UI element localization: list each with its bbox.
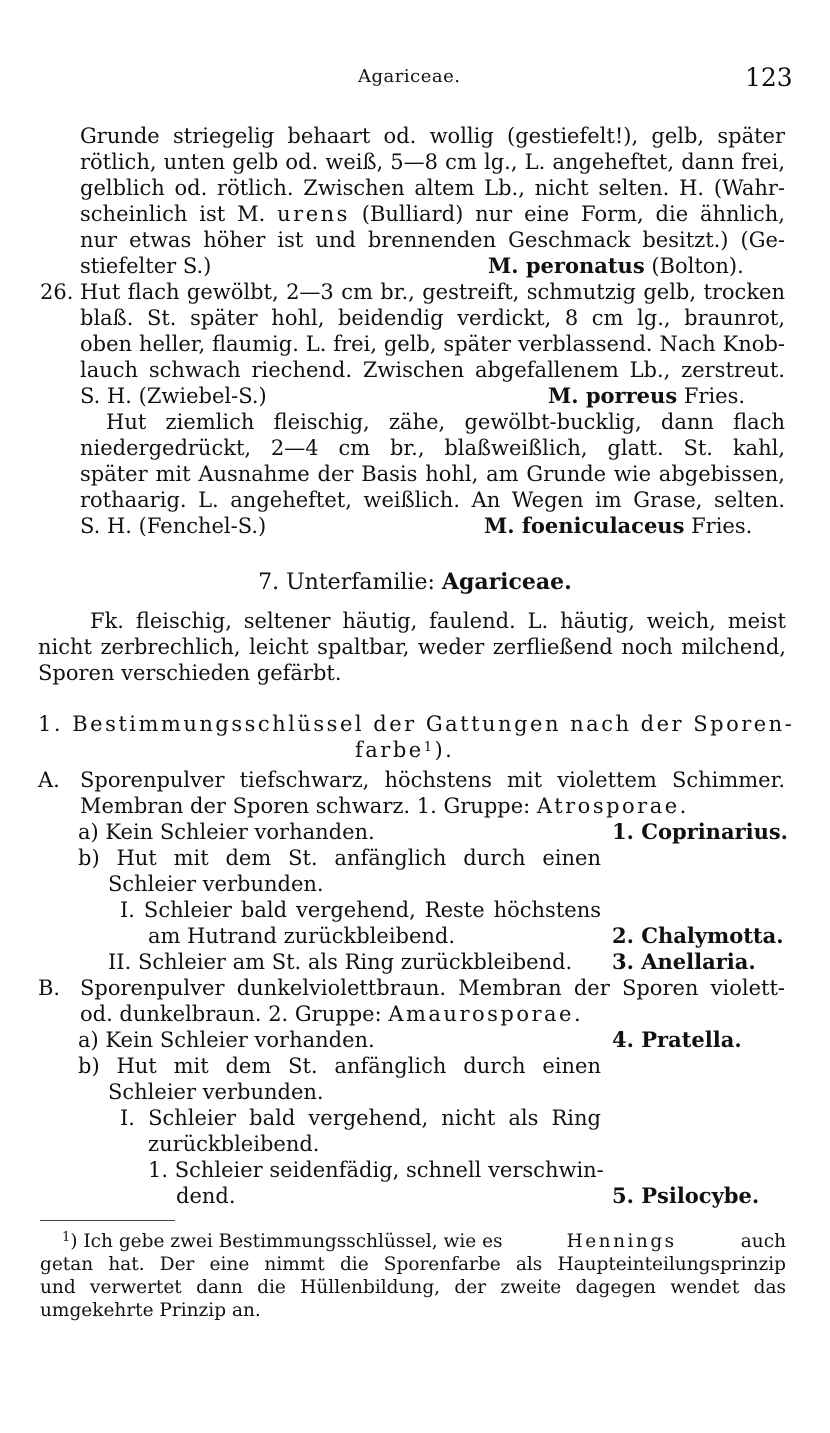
heading-prefix: 7. Unterfamilie:: [258, 570, 435, 595]
group-name: Amaurosporae.: [388, 1002, 584, 1026]
key-label: B.: [38, 976, 61, 1000]
text-line: Schleier verbunden.: [108, 872, 324, 896]
entry-number: 26.: [40, 280, 74, 304]
text-line: blaß. St. später hohl, beidendig verdickt, 8 cm lg., braunrot,: [80, 306, 785, 330]
genus-name: 3. Anellaria.: [612, 949, 756, 974]
footnote-mark: 1: [62, 1230, 71, 1245]
genus-name: 5. Psilocybe.: [612, 1183, 760, 1208]
text-fragment: scheinlich ist M.: [80, 202, 266, 226]
species-name: M. porreus: [548, 383, 678, 408]
key-title-line: [355, 737, 454, 763]
genus-name: 1. Coprinarius.: [612, 819, 788, 844]
text-line: [80, 793, 689, 819]
genus-name: 4. Pratella.: [612, 1027, 742, 1052]
text-line: nicht zerbrechlich, leicht spaltbar, weder zerfließend noch milchend,: [38, 635, 786, 659]
text-line: lauch schwach riechend. Zwischen abgefallenem Lb., zerstreut.: [80, 358, 785, 382]
species-author: (Bolton).: [651, 254, 744, 278]
text-line: gelblich od. rötlich. Zwischen altem Lb., nicht selten. H. (Wahr-: [80, 176, 785, 200]
text-line: S. H. (Fenchel-S.): [80, 514, 267, 538]
species-entry: [488, 253, 744, 279]
text-line: oben heller, flaumig. L. frei, gelb, später verblassend. Nach Knob-: [80, 332, 785, 356]
text-line: zurückbleibend.: [148, 1132, 320, 1156]
text-line: Fk. fleischig, seltener häutig, faulend. L. häutig, weich, meist: [90, 609, 786, 633]
footnote-line: und verwertet dann die Hüllenbildung, der zweite dagegen wendet das: [40, 1277, 786, 1298]
text-line: Hut flach gewölbt, 2—3 cm br., gestreift, schmutzig gelb, trocken: [80, 280, 785, 304]
key-option: a) Kein Schleier vorhanden.: [78, 820, 375, 844]
key-option: II. Schleier am St. als Ring zurückbleibend.: [108, 950, 573, 974]
text-line: später mit Ausnahme der Basis hohl, am Grunde wie abgebissen,: [80, 462, 785, 486]
footnote-rule: [40, 1220, 175, 1221]
text-fragment: od. dunkelbraun. 2. Gruppe:: [80, 1002, 382, 1026]
species-author: Fries.: [683, 384, 746, 408]
footnote-fragment: auch: [740, 1231, 786, 1252]
text-line: rötlich, unten gelb od. weiß, 5—8 cm lg., L. angeheftet, dann frei,: [80, 150, 785, 174]
footnote-ref: 1: [423, 740, 435, 755]
key-title-line: 1. Bestimmungsschlüssel der Gattungen nach der Sporen-: [38, 712, 795, 736]
heading-name: Agariceae.: [441, 569, 572, 595]
group-name: Atrosporae.: [536, 794, 689, 818]
text-line: dend.: [176, 1184, 236, 1208]
text-line: Schleier verbunden.: [108, 1080, 324, 1104]
key-title-word: farbe: [355, 738, 424, 762]
key-option: I. Schleier bald vergehend, nicht als Ring: [120, 1106, 601, 1130]
footnote-fragment: $^1$) Ich gebe zwei Bestimmungsschlüssel, wie es: [62, 1230, 503, 1252]
text-line: Sporen verschieden gefärbt.: [38, 661, 342, 685]
key-option: I. Schleier bald vergehend, Reste höchstens: [120, 898, 601, 922]
footnote-line: getan hat. Der eine nimmt die Sporenfarbe als Haupteinteilungsprinzip: [40, 1254, 786, 1275]
text-line: nur etwas höher ist und brennenden Geschmack besitzt.) (Ge-: [80, 228, 785, 252]
key-option: b) Hut mit dem St. anfänglich durch einen: [78, 846, 601, 870]
species-entry: [484, 513, 752, 539]
species-spaced: urens: [277, 202, 350, 226]
running-header: Agariceae.: [358, 66, 461, 87]
text-fragment: (Bulliard) nur eine Form, die ähnlich,: [361, 202, 785, 226]
key-label: A.: [38, 768, 60, 792]
species-entry: [548, 383, 745, 409]
text-line: rothaarig. L. angeheftet, weißlich. An Wegen im Grase, selten.: [80, 488, 785, 512]
text-line: niedergedrückt, 2—4 cm br., blaßweißlich, glatt. St. kahl,: [80, 436, 785, 460]
key-option: 1. Schleier seidenfädig, schnell verschwin-: [148, 1158, 604, 1182]
text-line: S. H. (Zwiebel-S.): [80, 384, 267, 408]
text-line: Sporenpulver tiefschwarz, höchstens mit violettem Schimmer.: [80, 768, 785, 792]
text-line: Grunde striegelig behaart od. wollig (gestiefelt!), gelb, später: [80, 124, 785, 148]
footnote-line: [62, 1230, 786, 1253]
species-name: M. peronatus: [488, 253, 645, 278]
key-option: b) Hut mit dem St. anfänglich durch einen: [78, 1054, 601, 1078]
text-line: am Hutrand zurückbleibend.: [148, 924, 456, 948]
text-line: Hut ziemlich fleischig, zähe, gewölbt-bucklig, dann flach: [106, 410, 785, 434]
text-line: [80, 1001, 583, 1027]
author-name-spaced: Hennings: [566, 1231, 677, 1252]
key-option: a) Kein Schleier vorhanden.: [78, 1028, 375, 1052]
species-author: Fries.: [691, 514, 753, 538]
genus-name: 2. Chalymotta.: [612, 923, 784, 948]
text-line: stiefelter S.): [80, 254, 212, 278]
text-line: Sporenpulver dunkelviolettbraun. Membran der Sporen violett-: [80, 976, 785, 1000]
footnote-line: umgekehrte Prinzip an.: [40, 1300, 261, 1321]
key-title-end: ).: [434, 738, 455, 762]
text-line: [80, 201, 785, 227]
page-number: 123: [745, 63, 793, 92]
text-fragment: Membran der Sporen schwarz. 1. Gruppe:: [80, 794, 531, 818]
species-name: M. foeniculaceus: [484, 513, 685, 538]
section-heading: [0, 568, 830, 597]
